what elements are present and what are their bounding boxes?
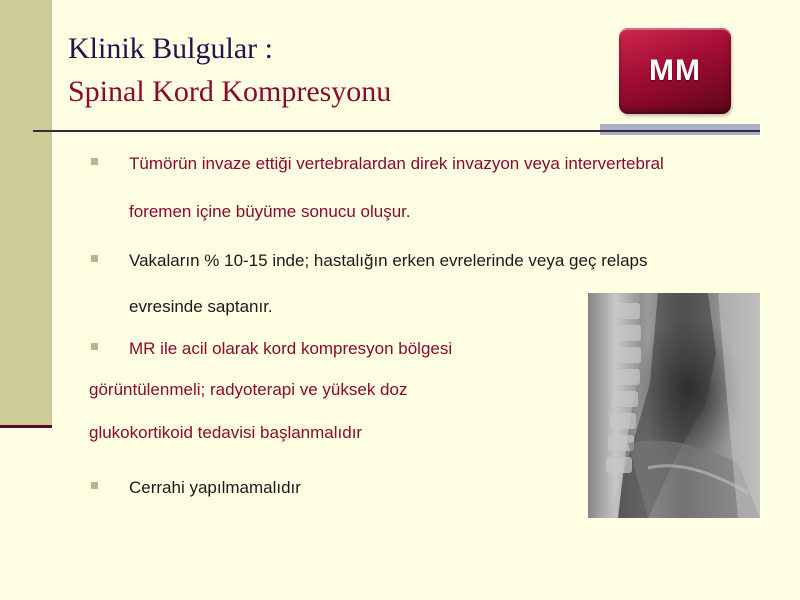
- bullet-2-line-2: evresinde saptanır.: [129, 297, 273, 316]
- bullet-4-line-1: Cerrahi yapılmamalıdır: [129, 478, 301, 497]
- bullet-3-line-3: glukokortikoid tedavisi başlanmalıdır: [89, 423, 363, 442]
- bullet-1-line-2: foremen içine büyüme sonucu oluşur.: [129, 202, 411, 221]
- bullet-3-line-1: MR ile acil olarak kord kompresyon bölgesi: [129, 339, 453, 358]
- mm-logo-text: MM: [649, 54, 701, 87]
- slide-title-line-1: Klinik Bulgular :: [68, 32, 273, 65]
- bullet-1-line-1: Tümörün invaze ettiği vertebralardan direk invazyon veya intervertebral: [129, 154, 664, 173]
- bullet-2-line-1: Vakaların % 10-15 inde; hastalığın erken evrelerinde veya geç relaps: [129, 251, 648, 270]
- bullet-marker: [91, 343, 98, 350]
- bullet-marker: [91, 482, 98, 489]
- title-rule: [33, 130, 760, 132]
- side-band-underline: [0, 425, 52, 428]
- bullet-marker: [91, 158, 98, 165]
- bullet-marker: [91, 255, 98, 262]
- mm-logo: [619, 28, 731, 114]
- bullet-3-line-2: görüntülenmeli; radyoterapi ve yüksek doz: [89, 380, 408, 399]
- side-band: [0, 0, 52, 425]
- xray-image: [588, 293, 760, 518]
- slide-title-line-2: Spinal Kord Kompresyonu: [68, 75, 392, 108]
